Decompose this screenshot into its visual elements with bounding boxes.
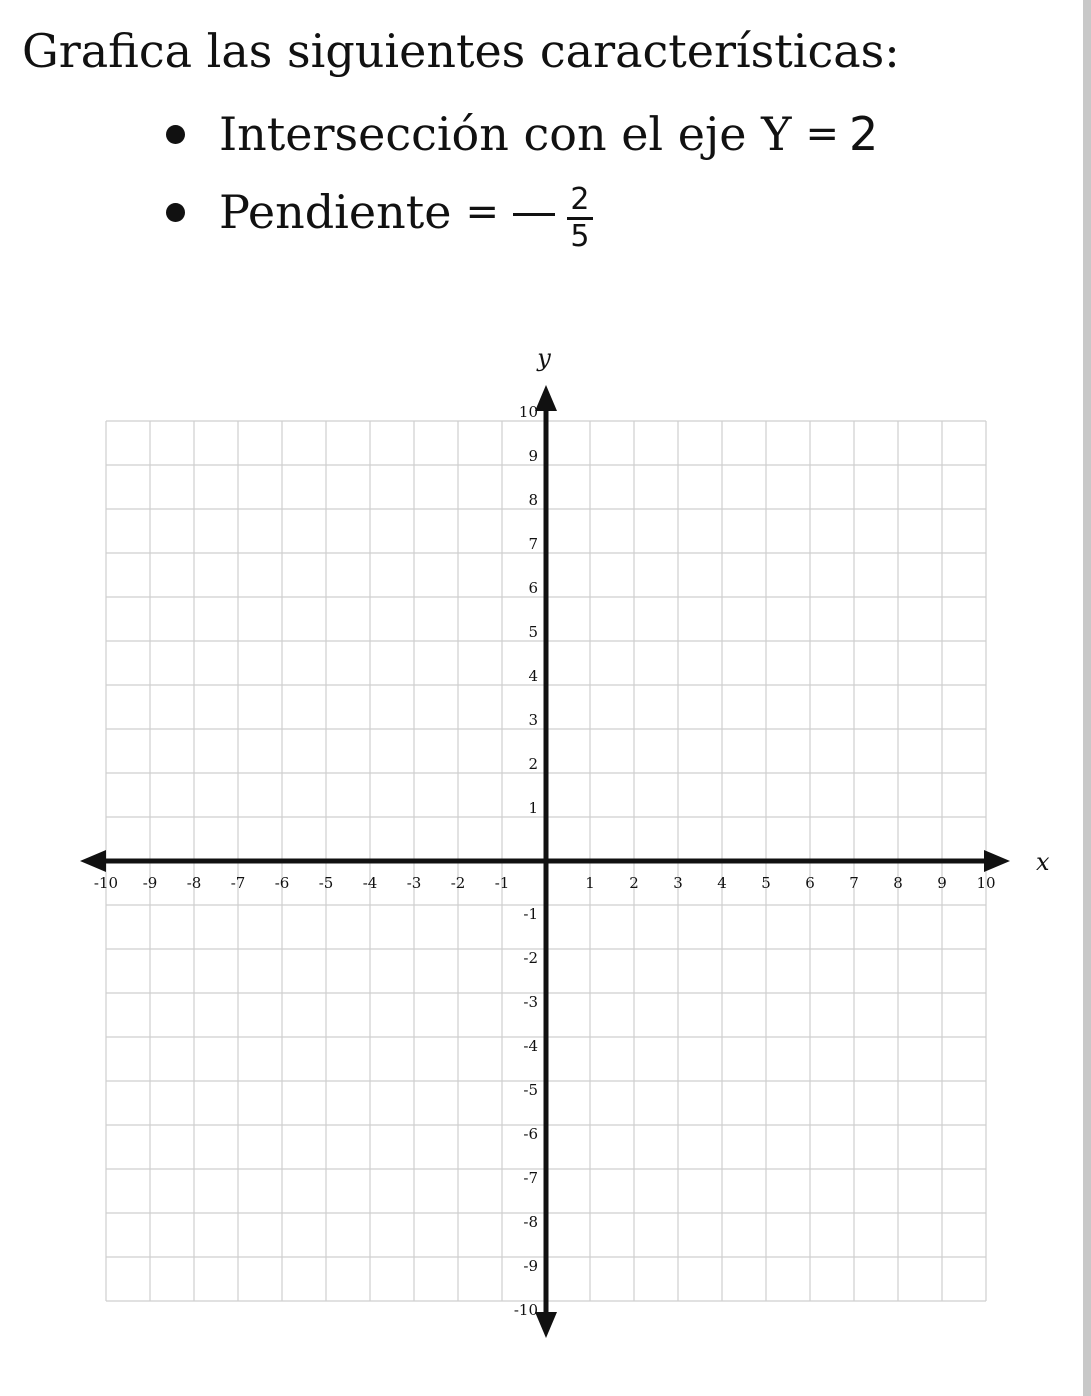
- y-tick-label: 3: [528, 711, 538, 729]
- slope-fraction: [567, 183, 593, 254]
- x-axis-label: x: [1036, 848, 1050, 876]
- y-tick-label: -2: [523, 949, 538, 967]
- y-tick-label: 8: [528, 491, 538, 509]
- x-tick-label: -3: [406, 874, 422, 892]
- intercept-label: Intersección con el eje Y: [219, 107, 792, 161]
- slope-minus-sign: [513, 213, 555, 216]
- x-tick-label: 3: [673, 874, 683, 892]
- slope-equals: =: [465, 189, 499, 235]
- x-tick-label: -9: [142, 874, 158, 892]
- x-tick-label: -7: [230, 874, 246, 892]
- y-tick-label: -5: [523, 1081, 538, 1099]
- x-tick-label: 7: [849, 874, 859, 892]
- y-tick-label: 2: [528, 755, 538, 773]
- y-tick-label: 5: [528, 623, 538, 641]
- x-tick-label: -2: [450, 874, 466, 892]
- bullet-slope: [166, 172, 593, 252]
- intercept-equals: =: [805, 111, 839, 157]
- page-title: Grafica las siguientes características:: [22, 24, 900, 78]
- x-tick-label: 10: [976, 874, 996, 892]
- x-tick-label: -1: [494, 874, 510, 892]
- x-tick-label: 5: [761, 874, 771, 892]
- x-tick-label: 2: [629, 874, 639, 892]
- bullet-intercept: [166, 94, 878, 174]
- y-tick-label: 7: [528, 535, 538, 553]
- y-tick-label: -10: [513, 1301, 538, 1319]
- x-tick-label: -6: [274, 874, 290, 892]
- x-axis-arrow-right-icon: [984, 850, 1010, 872]
- x-tick-label: 4: [717, 874, 727, 892]
- y-tick-label: 1: [528, 799, 538, 817]
- y-tick-label: -4: [523, 1037, 538, 1055]
- x-tick-label: 8: [893, 874, 903, 892]
- bullet-dot-icon: [166, 203, 185, 222]
- y-tick-label: 9: [528, 447, 538, 465]
- y-tick-label: 6: [528, 579, 538, 597]
- y-tick-label: -7: [523, 1169, 538, 1187]
- x-tick-label: 1: [585, 874, 595, 892]
- y-tick-label: -8: [523, 1213, 538, 1231]
- coordinate-plane[interactable]: [0, 330, 1091, 1390]
- x-tick-label: 6: [805, 874, 815, 892]
- x-tick-label: -5: [318, 874, 334, 892]
- y-tick-label: -1: [523, 905, 538, 923]
- x-tick-label: -8: [186, 874, 202, 892]
- y-axis-arrow-down-icon: [535, 1312, 557, 1338]
- slope-label: Pendiente: [219, 185, 452, 239]
- x-tick-label: -4: [362, 874, 378, 892]
- y-tick-label: -9: [523, 1257, 538, 1275]
- intercept-value: 2: [848, 107, 879, 161]
- y-tick-label: 4: [528, 667, 538, 685]
- y-axis-label: y: [537, 344, 551, 372]
- y-tick-label: 10: [518, 403, 538, 421]
- y-tick-label: -3: [523, 993, 538, 1011]
- x-axis-arrow-left-icon: [80, 850, 106, 872]
- y-tick-label: -6: [523, 1125, 538, 1143]
- slope-denominator: 5: [570, 218, 590, 254]
- x-tick-label: 9: [937, 874, 947, 892]
- slope-numerator: 2: [570, 181, 590, 217]
- y-axis-arrow-up-icon: [535, 385, 557, 411]
- x-tick-label: -10: [93, 874, 119, 892]
- axes: [80, 385, 1010, 1338]
- bullet-dot-icon: [166, 125, 185, 144]
